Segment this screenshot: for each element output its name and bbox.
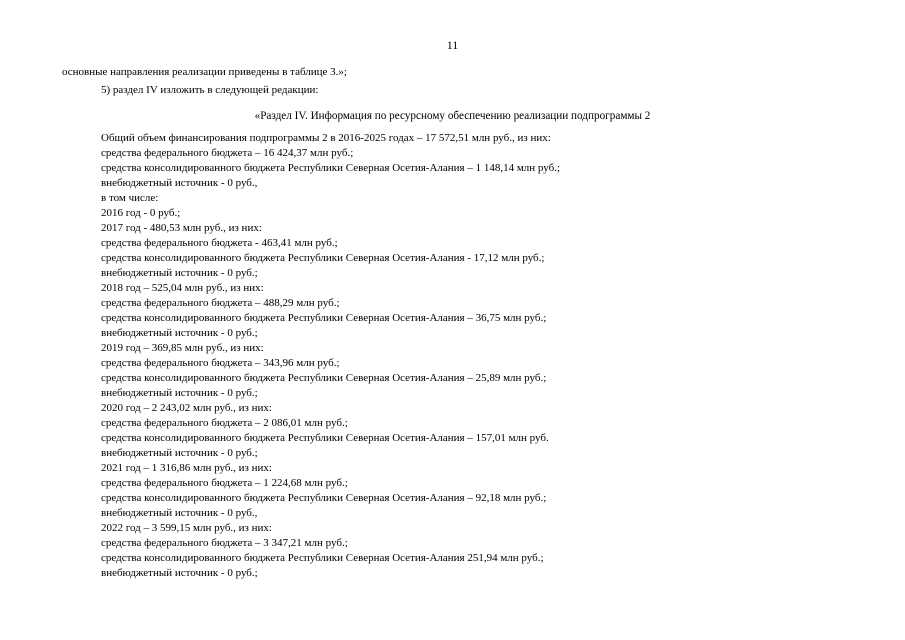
text-line: 2016 год - 0 руб.; bbox=[101, 207, 181, 219]
text-line: 2022 год – 3 599,15 млн руб., из них: bbox=[101, 522, 272, 534]
text-line: 2020 год – 2 243,02 млн руб., из них: bbox=[101, 402, 272, 414]
text-line: средства федерального бюджета – 3 347,21 млн руб.; bbox=[101, 537, 348, 549]
intro-instruction: 5) раздел IV изложить в следующей редакции: bbox=[101, 84, 319, 96]
text-line: средства федерального бюджета – 343,96 млн руб.; bbox=[101, 357, 340, 369]
text-line: средства федерального бюджета – 488,29 млн руб.; bbox=[101, 297, 340, 309]
text-line: внебюджетный источник - 0 руб., bbox=[101, 507, 258, 519]
page-number: 11 bbox=[446, 38, 459, 52]
text-line: средства консолидированного бюджета Республики Северная Осетия-Алания 251,94 млн руб.; bbox=[101, 552, 544, 564]
text-line: в том числе: bbox=[101, 192, 159, 204]
text-line: средства консолидированного бюджета Республики Северная Осетия-Алания – 157,01 млн руб. bbox=[101, 432, 549, 444]
text-line: средства консолидированного бюджета Республики Северная Осетия-Алания – 92,18 млн руб.; bbox=[101, 492, 547, 504]
text-line: внебюджетный источник - 0 руб.; bbox=[101, 267, 258, 279]
text-line: 2017 год - 480,53 млн руб., из них: bbox=[101, 222, 262, 234]
text-line: 2021 год – 1 316,86 млн руб., из них: bbox=[101, 462, 272, 474]
text-line: внебюджетный источник - 0 руб.; bbox=[101, 387, 258, 399]
text-line: внебюджетный источник - 0 руб.; bbox=[101, 327, 258, 339]
text-line: средства федерального бюджета - 463,41 млн руб.; bbox=[101, 237, 338, 249]
text-line: средства консолидированного бюджета Республики Северная Осетия-Алания – 25,89 млн руб.; bbox=[101, 372, 547, 384]
intro-paragraph-ending: основные направления реализации приведены в таблице 3.»; bbox=[62, 66, 347, 78]
text-line: Общий объем финансирования подпрограммы 2 в 2016-2025 годах – 17 572,51 млн руб., из них: bbox=[101, 132, 551, 144]
text-line: средства федерального бюджета – 1 224,68 млн руб.; bbox=[101, 477, 348, 489]
text-line: внебюджетный источник - 0 руб.; bbox=[101, 567, 258, 579]
text-line: средства консолидированного бюджета Республики Северная Осетия-Алания – 36,75 млн руб.; bbox=[101, 312, 547, 324]
text-line: средства консолидированного бюджета Республики Северная Осетия-Алания - 17,12 млн руб.; bbox=[101, 252, 545, 264]
text-line: 2019 год – 369,85 млн руб., из них: bbox=[101, 342, 264, 354]
text-line: средства консолидированного бюджета Республики Северная Осетия-Алания – 1 148,14 млн руб.; bbox=[101, 162, 561, 174]
section-heading: «Раздел IV. Информация по ресурсному обеспечению реализации подпрограммы 2 bbox=[254, 110, 651, 122]
text-line: внебюджетный источник - 0 руб.; bbox=[101, 447, 258, 459]
text-line: средства федерального бюджета – 2 086,01 млн руб.; bbox=[101, 417, 348, 429]
text-line: средства федерального бюджета – 16 424,37 млн руб.; bbox=[101, 147, 354, 159]
text-line: внебюджетный источник - 0 руб., bbox=[101, 177, 258, 189]
text-line: 2018 год – 525,04 млн руб., из них: bbox=[101, 282, 264, 294]
